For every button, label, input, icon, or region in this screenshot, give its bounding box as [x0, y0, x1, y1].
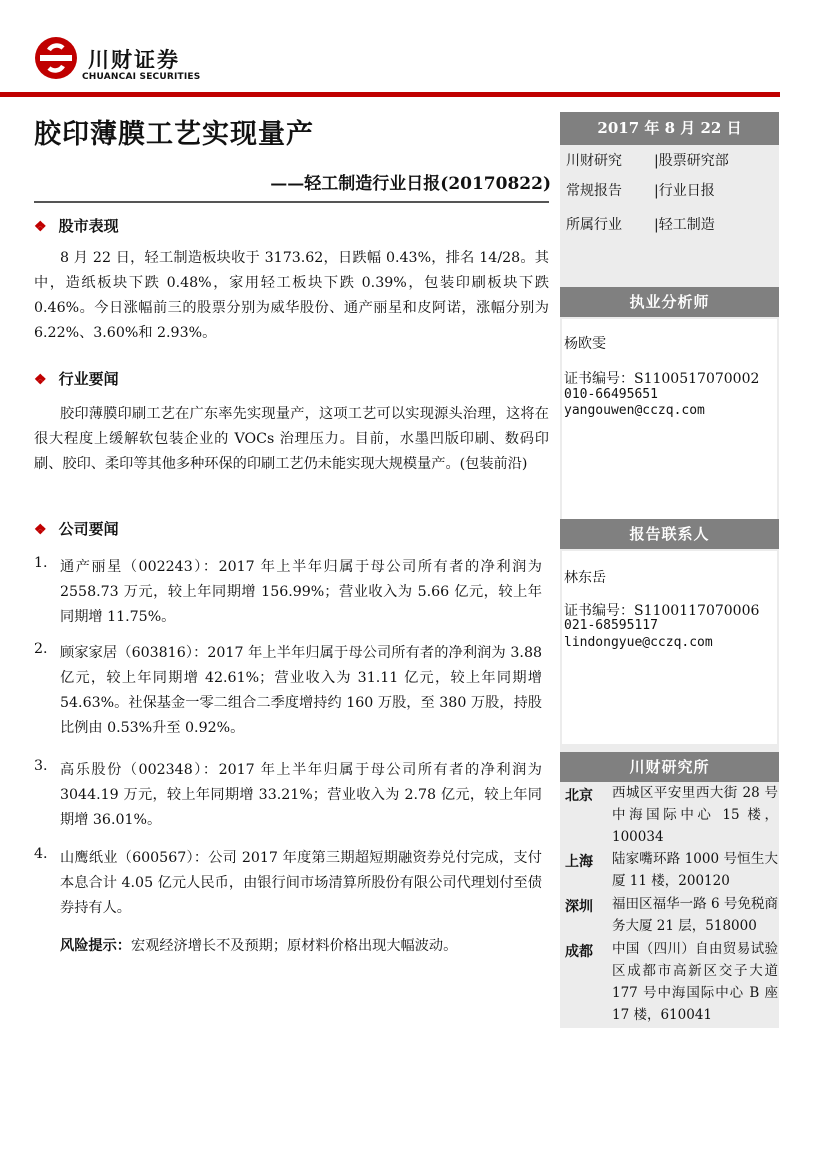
- info-row: [566, 180, 715, 200]
- report-date: 2017 年 8 月 22 日: [560, 112, 779, 145]
- info-value: |股票研究部: [654, 153, 729, 169]
- list-item: 顾家家居（603816）：2017 年上半年归属于母公司所有者的净利润为 3.88 亿元，较上年同期增 42.61%；营业收入为 31.11 亿元，较上年同期增 54.63%。社保基金一零二组合二季度增持约 160 万股，至 380 万股，持股比例由 0.53%升至 0.92%。: [60, 645, 542, 736]
- analyst-email[interactable]: yangouwen@cczq.com: [564, 403, 705, 418]
- list-number: 4.: [34, 846, 48, 862]
- office-address: 陆家嘴环路 1000 号恒生大厦 11 楼，200120: [612, 851, 778, 889]
- section-heading-company: [34, 518, 119, 539]
- header-divider: [0, 92, 780, 97]
- info-value: |行业日报: [654, 183, 715, 199]
- risk-warning: [60, 934, 542, 959]
- subtitle-divider: [34, 201, 549, 203]
- analyst-name: 杨欧雯: [564, 336, 606, 352]
- diamond-bullet-icon: ❖: [34, 219, 47, 235]
- office-city: 北京: [565, 788, 593, 804]
- institute-header: 川财研究所: [560, 752, 779, 782]
- section-title: 股市表现: [58, 217, 119, 235]
- risk-label: 风险提示：: [60, 938, 131, 954]
- report-subtitle: ——轻工制造行业日报(20170822): [270, 174, 551, 194]
- office-city: 成都: [565, 944, 593, 960]
- office-address: 西城区平安里西大街 28 号中海国际中心 15 楼，100034: [612, 785, 778, 845]
- office-address: 福田区福华一路 6 号免税商务大厦 21 层，518000: [612, 896, 778, 934]
- section-heading-industry: [34, 368, 119, 389]
- office-city: 上海: [565, 854, 593, 870]
- section-title: 公司要闻: [58, 520, 119, 538]
- analyst-header: 执业分析师: [560, 287, 779, 317]
- list-number: 3.: [34, 758, 48, 774]
- diamond-bullet-icon: ❖: [34, 522, 47, 538]
- section-title: 行业要闻: [58, 370, 119, 388]
- section-heading-market: [34, 215, 119, 236]
- info-value: |轻工制造: [654, 217, 715, 233]
- list-item: 通产丽星（002243）：2017 年上半年归属于母公司所有者的净利润为 2558.73 万元，较上年同期增 156.99%；营业收入为 5.66 亿元，较上年同期增 11.75%。: [60, 559, 542, 625]
- info-key: 常规报告: [566, 183, 622, 199]
- office-address: 中国（四川）自由贸易试验区成都市高新区交子大道 177 号中海国际中心 B 座 17 楼，610041: [612, 941, 778, 1023]
- industry-paragraph: 胶印薄膜印刷工艺在广东率先实现量产，这项工艺可以实现源头治理，这将在很大程度上缓解软包装企业的 VOCs 治理压力。目前，水墨凹版印刷、数码印刷、胶印、柔印等其他多种环保的印刷工艺仍未能实现大规模量产。(包装前沿): [34, 406, 549, 472]
- contact-email[interactable]: lindongyue@cczq.com: [564, 635, 713, 650]
- info-key: 川财研究: [566, 153, 622, 169]
- list-item: 高乐股份（002348）：2017 年上半年归属于母公司所有者的净利润为 3044.19 万元，较上年同期增 33.21%；营业收入为 2.78 亿元，较上年同期增 36.01%。: [60, 762, 542, 828]
- market-paragraph: 8 月 22 日，轻工制造板块收于 3173.62，日跌幅 0.43%，排名 14/28。其中，造纸板块下跌 0.48%，家用轻工板块下跌 0.39%，包装印刷板块下跌 0.46%。今日涨幅前三的股票分别为威华股份、通产丽星和皮阿诺，涨幅分别为 6.22%、3.60%和 2.93%。: [34, 250, 549, 341]
- diamond-bullet-icon: ❖: [34, 372, 47, 388]
- contact-cert: 证书编号：S1100117070006: [564, 603, 760, 619]
- info-row: [566, 150, 729, 170]
- analyst-cert: 证书编号：S1100517070002: [564, 371, 760, 387]
- contact-header: 报告联系人: [560, 519, 779, 549]
- brand-name-en: CHUANCAI SECURITIES: [82, 72, 201, 82]
- contact-name: 林东岳: [564, 570, 606, 586]
- risk-text: 宏观经济增长不及预期；原材料价格出现大幅波动。: [130, 938, 458, 954]
- info-key: 所属行业: [566, 217, 622, 233]
- office-city: 深圳: [565, 899, 593, 915]
- contact-phone: 021-68595117: [564, 618, 658, 633]
- brand-name-cn: 川财证券: [88, 48, 180, 72]
- company-logo-icon: [34, 36, 78, 80]
- info-row: [566, 214, 715, 234]
- list-item: 山鹰纸业（600567）：公司 2017 年度第三期超短期融资券兑付完成，支付本息合计 4.05 亿元人民币，由银行间市场清算所股份有限公司代理划付至债券持有人。: [60, 850, 542, 916]
- list-number: 2.: [34, 641, 48, 657]
- list-number: 1.: [34, 555, 48, 571]
- report-title: 胶印薄膜工艺实现量产: [34, 119, 314, 150]
- analyst-phone: 010-66495651: [564, 387, 658, 402]
